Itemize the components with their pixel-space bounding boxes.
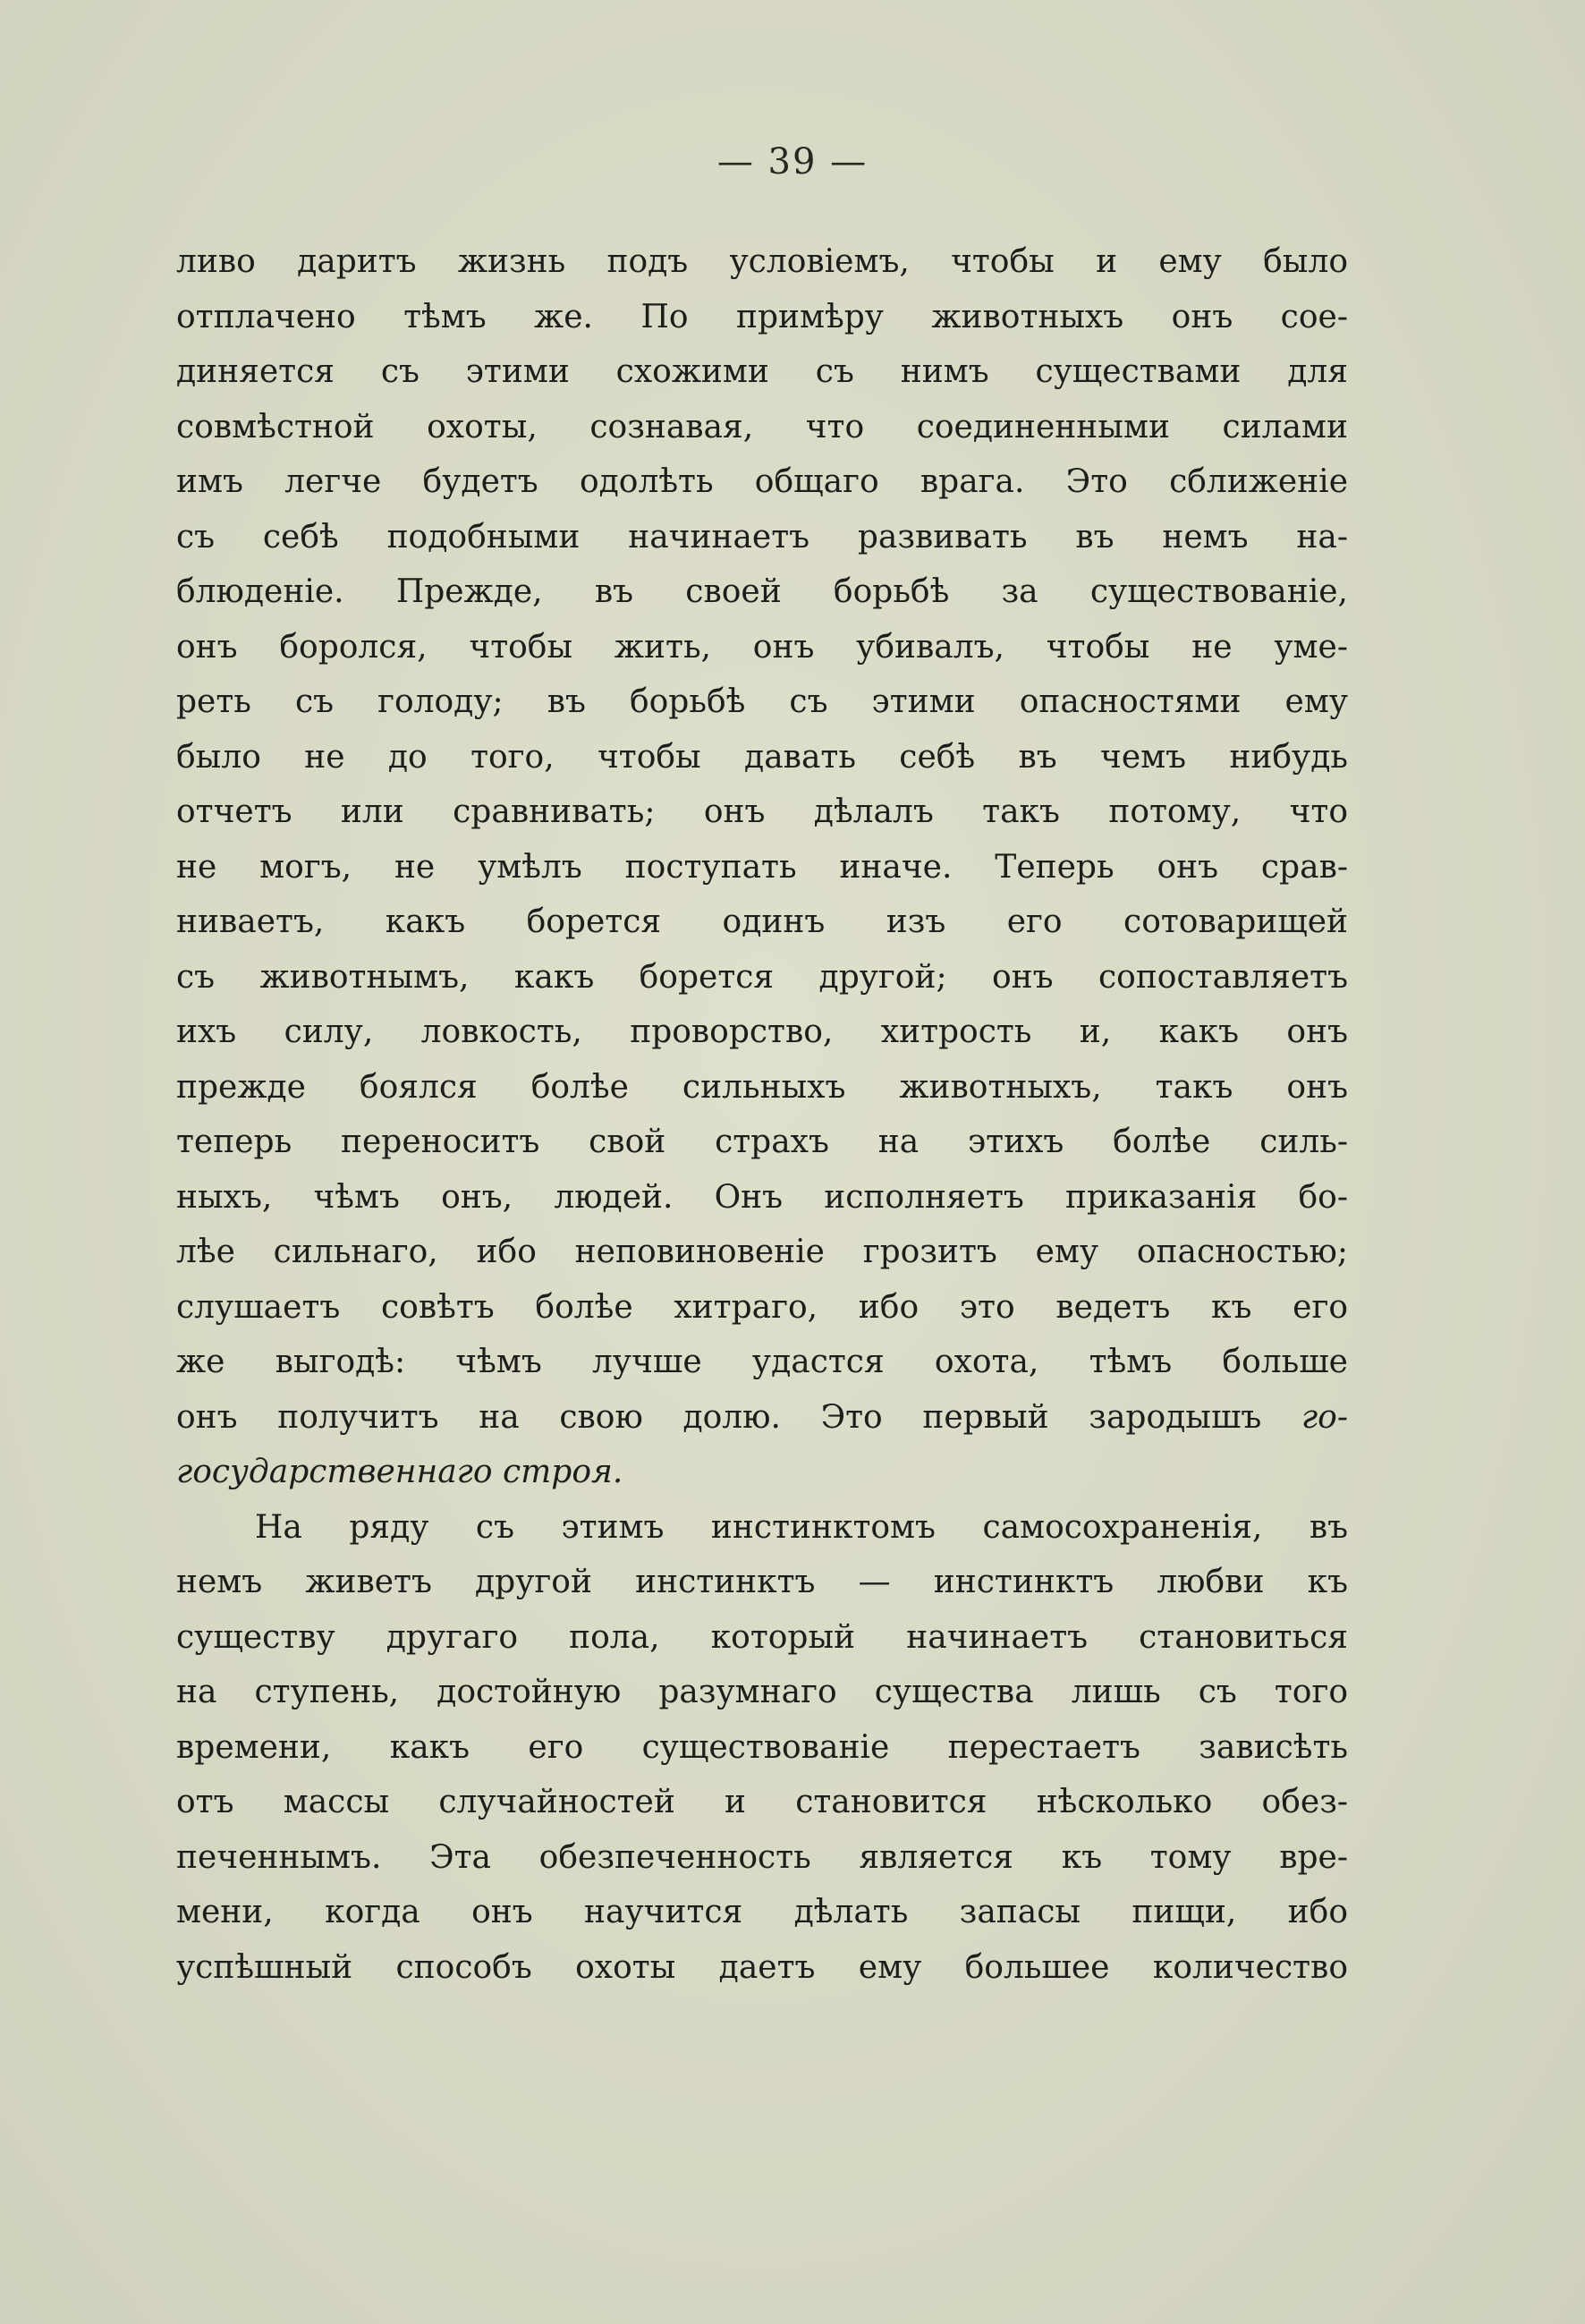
text-line-14: съ животнымъ, какъ борется другой; онъ сопоставляетъ — [176, 958, 1348, 996]
text-line-11: отчетъ или сравнивать; онъ дѣлалъ такъ потому, что — [176, 793, 1348, 830]
text-line-13: ниваетъ, какъ борется одинъ изъ его сотоварищей — [176, 903, 1348, 940]
text-line-10: было не до того, чтобы давать себѣ въ чемъ нибудь — [176, 738, 1348, 776]
text-line-22-lead: онъ получитъ на свою долю. Это первый зародышъ — [176, 1398, 1301, 1436]
text-line-5: имъ легче будетъ одолѣть общаго врага. Это сближеніе — [176, 463, 1348, 500]
text-line-18: ныхъ, чѣмъ онъ, людей. Онъ исполняетъ приказанія бо- — [176, 1178, 1348, 1216]
text-line-31: мени, когда онъ научится дѣлать запасы пищи, ибо — [176, 1894, 1348, 1930]
text-line-30: печеннымъ. Эта обезпеченность является къ тому вре- — [176, 1838, 1348, 1876]
text-line-29: отъ массы случайностей и становится нѣсколько обез- — [176, 1784, 1348, 1820]
text-line-26: существу другаго пола, который начинаетъ становиться — [176, 1618, 1348, 1656]
text-line-16: прежде боялся болѣе сильныхъ животныхъ, такъ онъ — [176, 1068, 1348, 1106]
text-line-22-italic: го- — [1301, 1398, 1348, 1436]
text-line-8: онъ боролся, чтобы жить, онъ убивалъ, чтобы не уме- — [176, 628, 1348, 666]
text-line-19: лѣе сильнаго, ибо неповиновеніе грозитъ ему опасностью; — [176, 1234, 1348, 1270]
text-line-24: На ряду съ этимъ инстинктомъ самосохраненія, въ — [255, 1508, 1348, 1546]
text-line-22 — [176, 1390, 1348, 1446]
body-text — [176, 234, 1348, 1995]
text-line-6: съ себѣ подобными начинаетъ развивать въ немъ на- — [176, 518, 1348, 556]
text-line-9: реть съ голоду; въ борьбѣ съ этими опасностями ему — [176, 683, 1348, 720]
text-line-4: совмѣстной охоты, сознавая, что соединенными силами — [176, 408, 1348, 445]
page-number: — 39 — — [716, 141, 869, 182]
text-line-1: ливо даритъ жизнь подъ условіемъ, чтобы и ему было — [176, 243, 1348, 280]
text-line-20: слушаетъ совѣтъ болѣе хитраго, ибо это ведетъ къ его — [176, 1288, 1348, 1326]
text-line-21: же выгодѣ: чѣмъ лучше удастся охота, тѣмъ больше — [176, 1344, 1348, 1380]
text-line-23: государственнаго строя. — [176, 1454, 623, 1490]
text-line-2: отплачено тѣмъ же. По примѣру животныхъ онъ сое- — [176, 298, 1348, 335]
text-line-17: теперь переноситъ свой страхъ на этихъ болѣе силь- — [176, 1124, 1348, 1160]
text-line-27: на ступень, достойную разумнаго существа лишь съ того — [176, 1674, 1348, 1710]
text-line-3: диняется съ этими схожими съ нимъ существами для — [176, 353, 1348, 390]
text-line-15: ихъ силу, ловкость, проворство, хитрость и, какъ онъ — [176, 1014, 1348, 1050]
text-line-28: времени, какъ его существованіе перестаетъ зависѣть — [176, 1728, 1348, 1766]
text-line-32: успѣшный способъ охоты даетъ ему большее количество — [176, 1948, 1348, 1986]
text-line-12: не могъ, не умѣлъ поступать иначе. Теперь онъ срав- — [176, 848, 1348, 886]
text-line-7: блюденіе. Прежде, въ своей борьбѣ за существованіе, — [176, 573, 1348, 610]
text-line-25: немъ живетъ другой инстинктъ — инстинктъ любви къ — [176, 1564, 1348, 1600]
